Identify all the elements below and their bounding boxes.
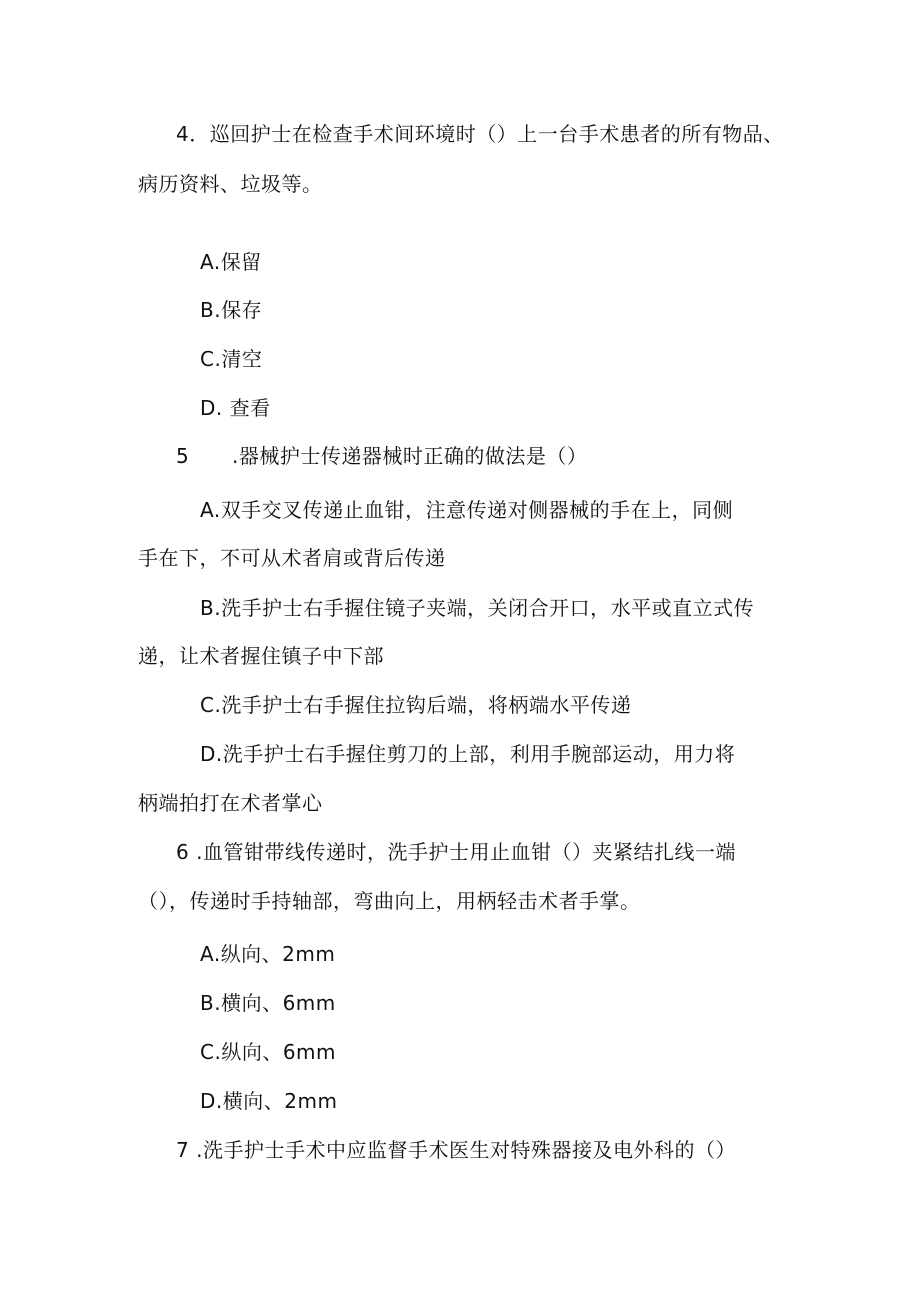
question-5-stem bbox=[176, 442, 587, 470]
question-4-line-1: 4．巡回护士在检查手术间环境时（）上一台手术患者的所有物品、 bbox=[176, 122, 784, 146]
question-6-option-c: C.纵向、6mm bbox=[200, 1040, 337, 1064]
question-6-line-1: 6 .血管钳带线传递时，洗手护士用止血钳（）夹紧结扎线一端 bbox=[176, 840, 736, 864]
question-6-option-b: B.横向、6mm bbox=[200, 991, 336, 1015]
question-5-text: .器械护士传递器械时正确的做法是（） bbox=[232, 444, 588, 468]
question-6-option-d: D.横向、2mm bbox=[200, 1089, 338, 1113]
question-4-option-a: A.保留 bbox=[200, 250, 262, 274]
question-5-option-b-line-1: B.洗手护士右手握住镜子夹端，关闭合开口，水平或直立式传 bbox=[200, 596, 755, 620]
question-5-option-d-line-2: 柄端拍打在术者掌心 bbox=[138, 791, 323, 815]
question-5-number: 5 bbox=[176, 444, 190, 468]
question-5-option-a-line-1: A.双手交叉传递止血钳，注意传递对侧器械的手在上，同侧 bbox=[200, 498, 734, 522]
question-5-option-a-line-2: 手在下，不可从术者肩或背后传递 bbox=[138, 546, 446, 570]
question-4-option-b: B.保存 bbox=[200, 298, 263, 322]
question-5-option-d-line-1: D.洗手护士右手握住剪刀的上部，利用手腕部运动，用力将 bbox=[200, 742, 736, 766]
question-4-line-2: 病历资料、垃圾等。 bbox=[138, 172, 323, 196]
question-5-option-c: C.洗手护士右手握住拉钩后端，将柄端水平传递 bbox=[200, 693, 632, 717]
question-4-option-c: C.清空 bbox=[200, 347, 263, 371]
question-4-option-d: D. 查看 bbox=[200, 396, 271, 420]
question-7-line-1: 7 .洗手护士手术中应监督手术医生对特殊器接及电外科的（） bbox=[176, 1138, 736, 1162]
question-6-line-2: （），传递时手持轴部，弯曲向上，用柄轻击术者手掌。 bbox=[138, 889, 641, 913]
question-5-option-b-line-2: 递，让术者握住镇子中下部 bbox=[138, 644, 384, 668]
question-6-option-a: A.纵向、2mm bbox=[200, 942, 336, 966]
